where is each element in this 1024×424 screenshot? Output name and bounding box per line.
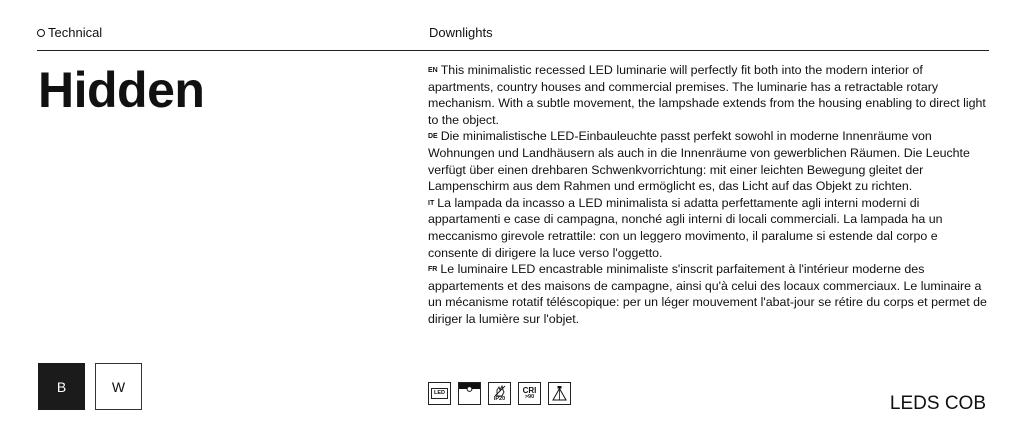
recessed-mount-graphic	[459, 383, 480, 404]
description-fr	[428, 261, 988, 327]
product-title: Hidden	[38, 62, 205, 118]
description-it	[428, 195, 988, 261]
ip-rating-label: IP20	[493, 395, 506, 402]
product-line-label: LEDS COB	[889, 393, 986, 414]
description-text: La lampada da incasso a LED minimalista si adatta perfettamente agli interni moderni di appartamenti e case di campagna, nonché agli interni di locali commerciali. La lampada ha un meccanismo girevole retrattile: con un leggero movimento, il paralume si estende dal corpo e consente di dirigere la luce verso l'oggetto.	[428, 195, 943, 260]
section-label-text: Technical	[48, 25, 103, 40]
language-code: EN	[428, 67, 438, 74]
language-code: FR	[428, 266, 438, 274]
description-text: Le luminaire LED encastrable minimaliste s'inscrit parfaitement à l'intérieur moderne des appartements et des maisons de campagne, ainsi qu'à celui des locaux commerciaux. Le luminaire a un mécanisme rotatif téléscopique: per un léger mouvement l'abat-jour se rétire du corps et permet de diriger la lumière sur l'objet.	[428, 262, 987, 326]
section-label	[37, 25, 102, 40]
language-code: DE	[428, 133, 438, 141]
category-label: Downlights	[429, 25, 493, 40]
language-code: IT	[428, 199, 435, 207]
spec-icons	[428, 382, 571, 405]
description-text: Die minimalistische LED-Einbauleuchte passt perfekt sowohl in moderne Innenräume von Wohnungen und Landhäusern als auch in die Innenräume von gewerblichen Räumen. Die Leuchte verfügt über einen drehbaren Schwenkvorrichtung: mit einer leichten Bewegung gleitet der Lampenschirm aus dem Rahmen und ermöglicht es, das Licht auf das Objekt zu richten.	[428, 129, 970, 194]
description-block	[428, 62, 988, 328]
recessed-mount-icon	[458, 382, 481, 405]
description-en	[428, 62, 988, 128]
beam-cone-graphic	[549, 383, 570, 404]
description-text: This minimalistic recessed LED luminarie will perfectly fit both into the modern interior of apartments, country houses and commercial premises. The luminarie has a retractable rotary mechanism. With a subtle movement, the lampshade extends from the housing enabling to direct light to the object.	[428, 63, 986, 127]
variant-white-button[interactable]: W	[95, 363, 142, 410]
cri-icon	[518, 382, 541, 405]
led-label: LED	[431, 388, 448, 399]
variant-black-button[interactable]: B	[38, 363, 85, 410]
led-icon	[428, 382, 451, 405]
description-de	[428, 128, 988, 194]
beam-angle-icon	[548, 382, 571, 405]
cri-value: >90	[524, 393, 535, 400]
header-divider	[37, 50, 989, 51]
hand-icon	[494, 385, 506, 397]
circle-icon	[37, 29, 45, 37]
cri-label: CRI	[522, 385, 537, 395]
ip-rating-icon	[488, 382, 511, 405]
